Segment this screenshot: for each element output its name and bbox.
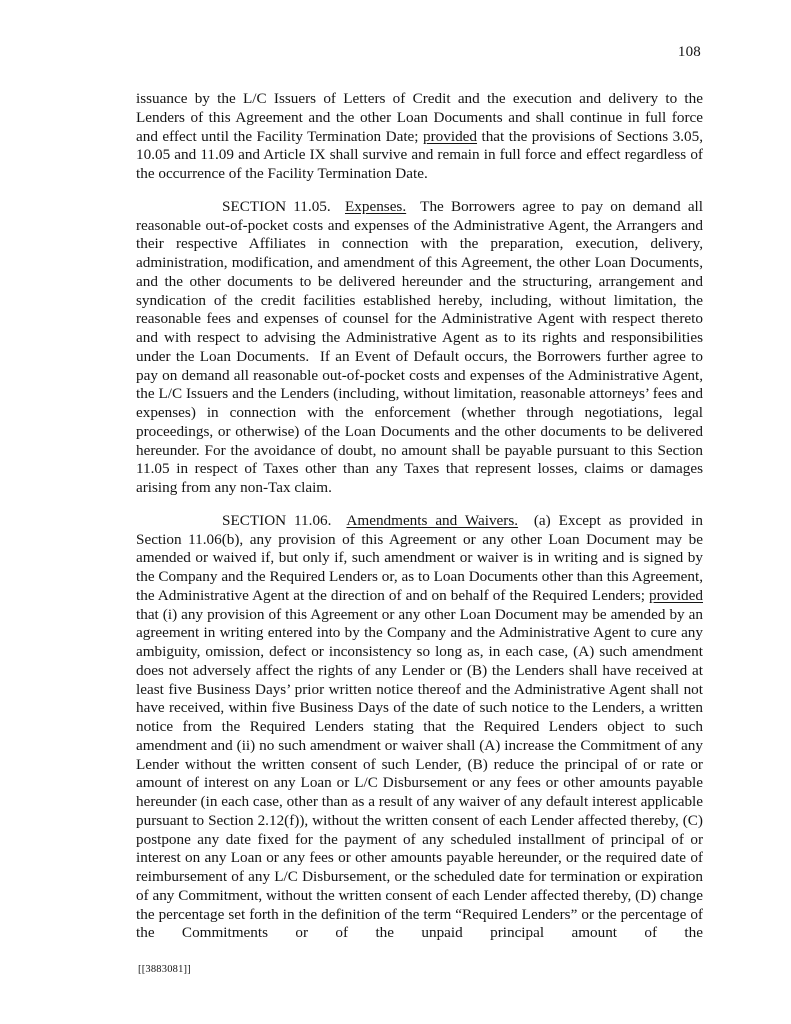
continuation-paragraph bbox=[136, 90, 703, 184]
text-run: SECTION 11.05. bbox=[222, 197, 345, 215]
underlined-text: provided bbox=[423, 127, 478, 145]
underlined-text: Expenses. bbox=[344, 197, 407, 215]
text-run: (a) Except as provided in Section 11.06(b), any provision of this Agreement or any other Loan Document may be amended or waived if, but only if, such amendment or waiver is in writing and is signed by the Company and the Required Lenders or, as to Loan Documents other than this Agreement, the Administrative Agent at the direction of and on behalf of the Required Lenders; bbox=[136, 511, 703, 604]
text-run: that (i) any provision of this Agreement or any other Loan Document may be amended by an agreement in writing entered into by the Company and the Administrative Agent to cure any ambiguity, omission, defect or inconsistency so long as, in each case, (A) such amendment does not adversely affect the rights of any Lender or (B) the Lenders shall have received at least five Business Days’ prior written notice thereof and the Administrative Agent shall not have received, within five Business Days of the date of such notice to the Lenders, a written notice from the Required Lenders stating that the Required Lenders object to such amendment and (ii) no such amendment or waiver shall (A) increase the Commitment of any Lender without the written consent of such Lender, (B) reduce the principal of or rate or amount of interest on any Loan or L/C Disbursement or any fees or other amounts payable hereunder (in each case, other than as a result of any waiver of any default interest applicable pursuant to Section 2.12(f)), without the written consent of each Lender affected thereby, (C) postpone any date fixed for the payment of any scheduled installment of principal of or interest on any Loan or any fees or other amounts payable hereunder, or the required date of reimbursement of any L/C Disbursement, or the scheduled date for termination or expiration of any Commitment, without the written consent of each Lender affected thereby, (D) change the percentage set forth in the definition of the term “Required Lenders” or the percentage of the Commitments or of the unpaid principal amount of the bbox=[136, 605, 703, 942]
underlined-text: provided bbox=[649, 586, 703, 604]
text-run: SECTION 11.06. bbox=[222, 511, 347, 529]
text-run: that the provisions of Sections 3.05, 10.05 and 11.09 and Article IX shall survive and remain in full force and effect regardless of the occurrence of the Facility Termination Date. bbox=[136, 127, 704, 182]
footer-doc-id: [[3883081]] bbox=[138, 964, 191, 975]
document-body bbox=[136, 90, 703, 943]
underlined-text: Amendments and Waivers. bbox=[346, 511, 519, 529]
section-11-05-expenses-paragraph bbox=[136, 198, 703, 498]
text-run: issuance by the L/C Issuers of Letters of Credit and the execution and delivery to the Lenders of this Agreement and the other Loan Documents and shall continue in full force and effect until the Facility Termination Date; bbox=[136, 90, 703, 145]
text-run: The Borrowers agree to pay on demand all reasonable out-of-pocket costs and expenses of the Administrative Agent, the Arrangers and their respective Affiliates in connection with the preparation, execution, delivery, administration, modification, and amendment of this Agreement, the other Loan Documents, and the other documents to be delivered hereunder and the structuring, arrangement and syndication of the credit facilities established hereby, including, without limitation, the reasonable fees and expenses of counsel for the Administrative Agent with respect thereto and with respect to advising the Administrative Agent as to its rights and responsibilities under the Loan Documents. If an Event of Default occurs, the Borrowers further agree to pay on demand all reasonable out-of-pocket costs and expenses of the Administrative Agent, the L/C Issuers and the Lenders (including, without limitation, reasonable attorneys’ fees and expenses) in connection with the enforcement (whether through negotiations, legal proceedings, or otherwise) of the Loan Documents and the other documents to be delivered hereunder. For the avoidance of doubt, no amount shall be payable pursuant to this Section 11.05 in respect of Taxes other than any Taxes that represent losses, claims or damages arising from any non-Tax claim. bbox=[136, 197, 703, 496]
page-number: 108 bbox=[677, 44, 701, 60]
section-11-06-amendments-paragraph bbox=[136, 512, 703, 943]
